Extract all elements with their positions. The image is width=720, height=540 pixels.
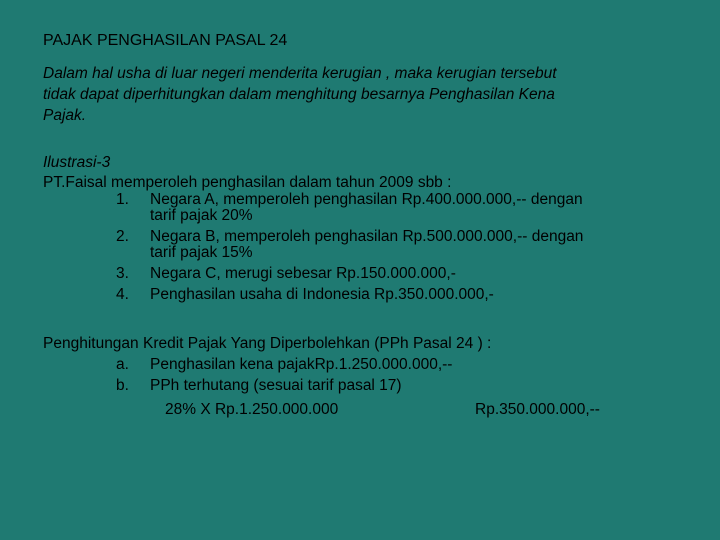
list-item xyxy=(0,229,720,261)
list-number: 4. xyxy=(116,286,129,303)
calculation-formula: 28% X Rp.1.250.000.000 xyxy=(165,401,339,418)
list-item-text: tarif pajak 20% xyxy=(150,207,253,224)
illustration-heading: Ilustrasi-3 xyxy=(43,154,111,171)
list-item-text: Negara C, merugi sebesar Rp.150.000.000,- xyxy=(150,265,456,282)
list-item xyxy=(0,266,720,282)
intro-line: Pajak. xyxy=(43,107,87,124)
intro-line: tidak dapat diperhitungkan dalam menghitung besarnya Penghasilan Kena xyxy=(43,86,555,103)
list-item-text: Penghasilan kena pajakRp.1.250.000.000,-- xyxy=(150,356,453,373)
list-item-text: Penghasilan usaha di Indonesia Rp.350.000.000,- xyxy=(150,286,494,303)
intro-paragraph xyxy=(43,63,683,126)
intro-line: Dalam hal usha di luar negeri menderita kerugian , maka kerugian tersebut xyxy=(43,65,557,82)
income-list xyxy=(0,192,720,308)
list-item-text: Negara B, memperoleh penghasilan Rp.500.000.000,-- dengan xyxy=(150,228,584,245)
calculation-list xyxy=(0,354,720,396)
calculation-result: Rp.350.000.000,-- xyxy=(475,401,600,418)
list-item xyxy=(0,192,720,224)
list-item-text: Negara A, memperoleh penghasilan Rp.400.000.000,-- dengan xyxy=(150,191,583,208)
list-item-text: tarif pajak 15% xyxy=(150,244,253,261)
list-number: 1. xyxy=(116,191,129,208)
list-item-text: PPh terhutang (sesuai tarif pasal 17) xyxy=(150,377,402,394)
calculation-heading: Penghitungan Kredit Pajak Yang Diperbolehkan (PPh Pasal 24 ) : xyxy=(43,335,492,352)
illustration-lead: PT.Faisal memperoleh penghasilan dalam tahun 2009 sbb : xyxy=(43,174,452,191)
list-number: 3. xyxy=(116,265,129,282)
list-letter: a. xyxy=(116,356,129,373)
slide-title: PAJAK PENGHASILAN PASAL 24 xyxy=(43,32,288,49)
list-number: 2. xyxy=(116,228,129,245)
list-item xyxy=(0,354,720,375)
list-letter: b. xyxy=(116,377,129,394)
list-item xyxy=(0,375,720,396)
list-item xyxy=(0,287,720,303)
